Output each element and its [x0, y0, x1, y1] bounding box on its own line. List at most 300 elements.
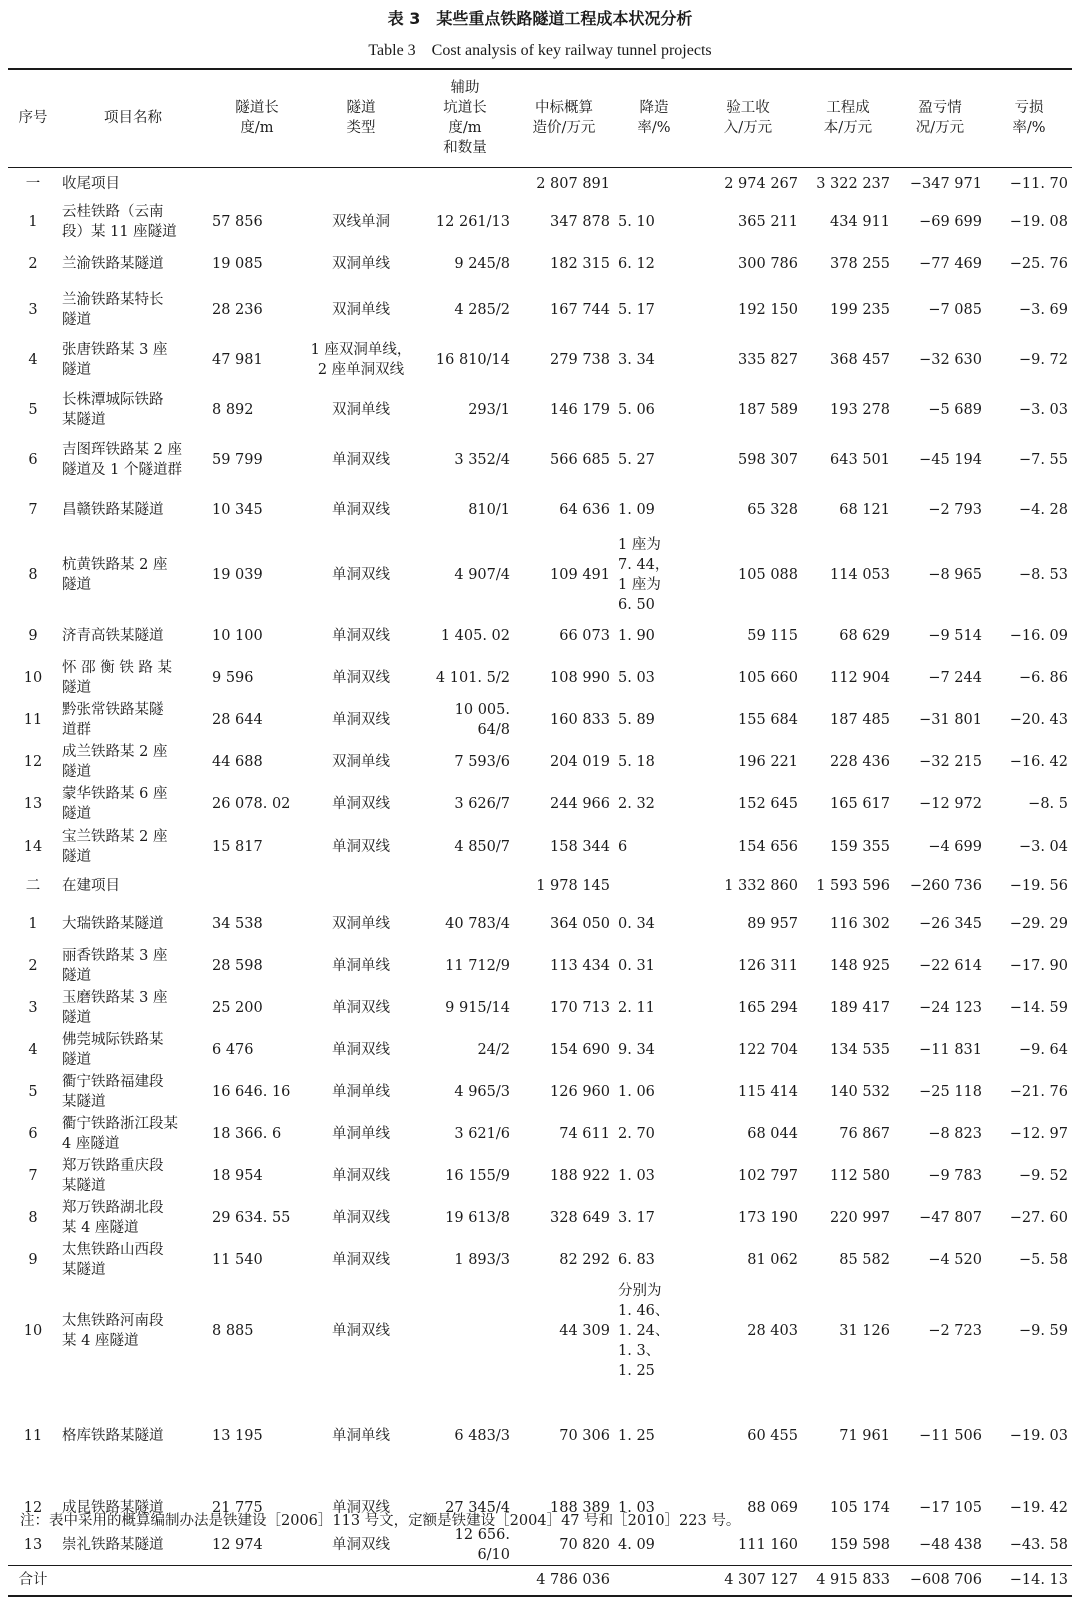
cell-tunnel-length: 57 856 [212, 214, 263, 230]
cell-loss-rate: −8. 5 [1028, 796, 1068, 812]
cell-loss-rate: −16. 42 [1009, 754, 1068, 770]
cell-tunnel-length: 8 885 [212, 1323, 254, 1339]
cell-bid-estimate: 182 315 [550, 256, 610, 272]
cell-tunnel-length: 11 540 [212, 1252, 263, 1268]
cell-acceptance-income: 300 786 [738, 256, 798, 272]
cell-tunnel-type: 单洞双线 [332, 1042, 390, 1058]
cell-loss-rate: −11. 70 [1009, 176, 1068, 193]
cell-bid-estimate: 244 966 [550, 796, 610, 812]
cell-acceptance-income: 122 704 [738, 1042, 798, 1058]
cell-tunnel-type: 双洞单线 [332, 754, 390, 770]
cell-project-name: 玉磨铁路某 3 座 隧道 [62, 990, 168, 1026]
cell-tunnel-length: 6 476 [212, 1042, 254, 1058]
cell-seq: 1 [28, 214, 38, 230]
cell-project-name: 太焦铁路山西段 某隧道 [62, 1242, 164, 1278]
cell-engineering-cost: 4 915 833 [802, 1566, 894, 1596]
cell-acceptance-income: 152 645 [738, 796, 798, 812]
cell-aux-tunnel: 1 405. 02 [440, 628, 510, 644]
cell-loss-rate: −6. 86 [1018, 670, 1068, 686]
cell-acceptance-income: 81 062 [747, 1252, 798, 1268]
cell-bid-estimate: 126 960 [550, 1084, 610, 1100]
cell-project-name: 兰渝铁路某特长 隧道 [62, 292, 164, 328]
cell-profit-loss: −5 689 [928, 402, 982, 418]
cell-aux-tunnel: 4 907/4 [454, 567, 510, 583]
cell-engineering-cost: 148 925 [830, 958, 890, 974]
cell-aux-tunnel: 4 101. 5/2 [435, 670, 510, 686]
cell-tunnel-type: 单洞双线 [332, 1500, 390, 1516]
cell-acceptance-income: 102 797 [738, 1168, 798, 1184]
cell-loss-rate: −7. 55 [1018, 452, 1068, 468]
cell-project-name: 在建项目 [62, 878, 120, 894]
cell-bid-estimate: 1 978 145 [536, 878, 610, 894]
cell-tunnel-length: 16 646. 16 [212, 1084, 291, 1100]
cell-profit-loss: −2 723 [928, 1323, 982, 1339]
cell-project-name [58, 1566, 208, 1596]
cell-bid-estimate: 170 713 [550, 1000, 610, 1016]
cell-tunnel-length: 8 892 [212, 402, 254, 418]
cell-loss-rate: −25. 76 [1009, 256, 1068, 272]
cell-reduction-rate: 1. 90 [618, 628, 655, 644]
cell-tunnel-length: 21 775 [212, 1500, 263, 1516]
cell-bid-estimate: 44 309 [559, 1323, 610, 1339]
cell-project-name: 大瑞铁路某隧道 [62, 916, 164, 932]
cell-aux-tunnel: 3 352/4 [454, 452, 510, 468]
cell-engineering-cost: 228 436 [830, 754, 890, 770]
cell-engineering-cost: 71 961 [839, 1428, 890, 1444]
cell-aux-tunnel: 810/1 [468, 502, 510, 518]
cell-reduction-rate: 2. 70 [618, 1126, 655, 1142]
cell-acceptance-income: 1 332 860 [724, 878, 798, 894]
table-row [8, 335, 1072, 385]
cell-seq: 6 [28, 1126, 38, 1142]
cell-loss-rate: −14. 59 [1009, 1000, 1068, 1016]
cell-loss-rate: −17. 90 [1009, 958, 1068, 974]
table-row [8, 485, 1072, 535]
cell-engineering-cost: 434 911 [830, 214, 890, 230]
cell-acceptance-income: 598 307 [738, 452, 798, 468]
cell-bid-estimate: 158 344 [550, 839, 610, 855]
cell-engineering-cost: 187 485 [830, 712, 890, 728]
cell-profit-loss: −45 194 [919, 452, 982, 468]
cell-aux-tunnel: 6 483/3 [454, 1428, 510, 1444]
cell-seq: 5 [28, 1084, 38, 1100]
cell-project-name: 郑万铁路重庆段 某隧道 [62, 1158, 164, 1194]
cell-profit-loss: −4 520 [928, 1252, 982, 1268]
cell-seq: 11 [23, 712, 43, 728]
cell-tunnel-type [306, 167, 416, 201]
header-bid-estimate: 中标概算 造价/万元 [514, 70, 614, 167]
cell-engineering-cost: 193 278 [830, 402, 890, 418]
cell-loss-rate: −29. 29 [1009, 916, 1068, 932]
cell-loss-rate: −5. 58 [1018, 1252, 1068, 1268]
cell-loss-rate: −19. 56 [1009, 878, 1068, 894]
cell-seq: 8 [28, 567, 38, 583]
cell-bid-estimate: 70 306 [559, 1428, 610, 1444]
cell-seq: 13 [23, 796, 43, 812]
cell-seq: 10 [23, 1323, 43, 1339]
cell-bid-estimate: 364 050 [550, 916, 610, 932]
cell-bid-estimate: 167 744 [550, 302, 610, 318]
cell-acceptance-income: 173 190 [738, 1210, 798, 1226]
cell-profit-loss: −31 801 [919, 712, 982, 728]
cell-tunnel-length: 28 236 [212, 302, 263, 318]
cell-aux-tunnel [416, 1281, 514, 1381]
cell-aux-tunnel: 4 965/3 [454, 1084, 510, 1100]
cell-seq: 5 [28, 402, 38, 418]
cell-bid-estimate: 70 820 [559, 1537, 610, 1553]
cell-tunnel-length: 26 078. 02 [212, 796, 291, 812]
cell-aux-tunnel: 293/1 [468, 402, 510, 418]
cell-bid-estimate: 204 019 [550, 754, 610, 770]
cell-loss-rate: −3. 04 [1018, 839, 1068, 855]
cell-profit-loss: −32 630 [919, 352, 982, 368]
cell-aux-tunnel: 3 621/6 [454, 1126, 510, 1142]
cell-loss-rate: −9. 72 [1018, 352, 1068, 368]
cell-tunnel-type: 单洞单线 [332, 958, 390, 974]
cell-tunnel-length: 18 954 [212, 1168, 263, 1184]
cell-bid-estimate: 109 491 [550, 567, 610, 583]
table-row [8, 1197, 1072, 1239]
cell-reduction-rate: 5. 27 [618, 452, 655, 468]
cell-loss-rate: −21. 76 [1009, 1084, 1068, 1100]
cell-project-name: 崇礼铁路某隧道 [62, 1537, 164, 1553]
cell-reduction-rate: 1. 06 [618, 1084, 655, 1100]
cell-tunnel-type: 单洞单线 [332, 1084, 390, 1100]
cell-reduction-rate: 9. 34 [618, 1042, 655, 1058]
cell-tunnel-type: 双洞单线 [332, 916, 390, 932]
group-row [8, 167, 1072, 201]
cell-profit-loss: −47 807 [919, 1210, 982, 1226]
cell-loss-rate: −9. 52 [1018, 1168, 1068, 1184]
table-body [8, 167, 1072, 1596]
cell-profit-loss: −7 085 [928, 302, 982, 318]
cell-acceptance-income: 4 307 127 [694, 1566, 802, 1596]
cell-bid-estimate: 2 807 891 [536, 176, 610, 193]
table-row [8, 201, 1072, 243]
table-row [8, 285, 1072, 335]
cell-reduction-rate: 5. 10 [618, 214, 655, 230]
cell-tunnel-length: 44 688 [212, 754, 263, 770]
header-loss-rate: 亏损 率/% [986, 70, 1072, 167]
cell-project-name: 丽香铁路某 3 座 隧道 [62, 948, 168, 984]
cell-loss-rate: −9. 64 [1018, 1042, 1068, 1058]
cell-reduction-rate [614, 1566, 694, 1596]
cell-project-name: 吉图珲铁路某 2 座 隧道及 1 个隧道群 [62, 442, 182, 478]
table-row [8, 825, 1072, 869]
cell-acceptance-income: 88 069 [747, 1500, 798, 1516]
cell-bid-estimate: 328 649 [550, 1210, 610, 1226]
cell-profit-loss: −25 118 [919, 1084, 982, 1100]
table-row [8, 1071, 1072, 1113]
cell-profit-loss: −8 965 [928, 567, 982, 583]
table-row [8, 903, 1072, 945]
cell-seq: 9 [28, 628, 38, 644]
cell-bid-estimate: 82 292 [559, 1252, 610, 1268]
cell-seq: 12 [23, 1500, 43, 1516]
cell-profit-loss: −260 736 [909, 878, 982, 894]
cell-aux-tunnel: 16 155/9 [445, 1168, 510, 1184]
cell-reduction-rate: 5. 03 [618, 670, 655, 686]
cell-loss-rate: −43. 58 [1009, 1537, 1068, 1553]
cell-reduction-rate: 0. 34 [618, 916, 655, 932]
cell-loss-rate: −8. 53 [1018, 567, 1068, 583]
cell-reduction-rate: 1. 25 [618, 1428, 655, 1444]
cell-project-name: 成昆铁路某隧道 [62, 1500, 164, 1516]
cell-acceptance-income: 335 827 [738, 352, 798, 368]
cell-loss-rate: −9. 59 [1018, 1323, 1068, 1339]
cell-tunnel-length: 12 974 [212, 1537, 263, 1553]
cell-profit-loss: −8 823 [928, 1126, 982, 1142]
cell-engineering-cost: 68 629 [839, 628, 890, 644]
header-tunnel-length: 隧道长 度/m [208, 70, 306, 167]
cell-profit-loss: −17 105 [919, 1500, 982, 1516]
cell-aux-tunnel [416, 869, 514, 903]
cell-project-name: 昌赣铁路某隧道 [62, 502, 164, 518]
cell-seq: 4 [28, 1042, 38, 1058]
cell-project-name: 长株潭城际铁路 某隧道 [62, 392, 164, 428]
cell-tunnel-length: 28 598 [212, 958, 263, 974]
cell-reduction-rate: 0. 31 [618, 958, 655, 974]
table-row [8, 657, 1072, 699]
cell-loss-rate: −14. 13 [986, 1566, 1072, 1596]
cell-tunnel-type: 单洞双线 [332, 839, 390, 855]
cell-project-name: 蒙华铁路某 6 座 隧道 [62, 786, 168, 822]
cell-acceptance-income: 365 211 [738, 214, 798, 230]
cell-project-name: 佛莞城际铁路某 隧道 [62, 1032, 164, 1068]
cell-engineering-cost: 220 997 [830, 1210, 890, 1226]
cell-aux-tunnel: 19 613/8 [445, 1210, 510, 1226]
cell-tunnel-type: 单洞双线 [332, 1168, 390, 1184]
cell-engineering-cost: 116 302 [830, 916, 890, 932]
cell-tunnel-type [306, 1566, 416, 1596]
cell-reduction-rate [614, 167, 694, 201]
cell-acceptance-income: 165 294 [738, 1000, 798, 1016]
cell-tunnel-length: 28 644 [212, 712, 263, 728]
table-row [8, 243, 1072, 285]
cell-tunnel-type: 单洞单线 [332, 1428, 390, 1444]
cell-engineering-cost: 140 532 [830, 1084, 890, 1100]
cell-tunnel-length: 19 039 [212, 567, 263, 583]
cell-project-name: 济青高铁某隧道 [62, 628, 164, 644]
cell-loss-rate: −3. 03 [1018, 402, 1068, 418]
cell-project-name: 云桂铁路（云南 段）某 11 座隧道 [62, 204, 177, 240]
cell-profit-loss: −32 215 [919, 754, 982, 770]
cell-acceptance-income: 2 974 267 [724, 176, 798, 193]
table-row [8, 945, 1072, 987]
cell-tunnel-type: 单洞双线 [332, 1323, 390, 1339]
cell-acceptance-income: 65 328 [747, 502, 798, 518]
header-tunnel-type: 隧道 类型 [306, 70, 416, 167]
cell-aux-tunnel: 12 656. 6/10 [454, 1527, 510, 1563]
cell-aux-tunnel: 27 345/4 [445, 1500, 510, 1516]
cell-acceptance-income: 68 044 [747, 1126, 798, 1142]
header-engineering-cost: 工程成 本/万元 [802, 70, 894, 167]
table-row [8, 1525, 1072, 1566]
cell-bid-estimate: 108 990 [550, 670, 610, 686]
cell-reduction-rate: 1. 03 [618, 1168, 655, 1184]
cell-seq: 1 [28, 916, 38, 932]
header-acceptance-income: 验工收 入/万元 [694, 70, 802, 167]
cell-profit-loss: −22 614 [919, 958, 982, 974]
cell-seq: 3 [28, 1000, 38, 1016]
cell-seq: 3 [28, 302, 38, 318]
cell-profit-loss: −2 793 [928, 502, 982, 518]
cell-aux-tunnel: 3 626/7 [454, 796, 510, 812]
cell-bid-estimate: 64 636 [559, 502, 610, 518]
cell-tunnel-type: 双洞单线 [332, 302, 390, 318]
table-row [8, 615, 1072, 657]
cell-tunnel-type: 单洞双线 [332, 670, 390, 686]
cell-reduction-rate [614, 869, 694, 903]
table-row [8, 1381, 1072, 1491]
cell-reduction-rate: 2. 32 [618, 796, 655, 812]
cell-tunnel-type: 单洞双线 [332, 712, 390, 728]
cell-project-name: 衢宁铁路浙江段某 4 座隧道 [62, 1116, 178, 1152]
cell-acceptance-income: 111 160 [738, 1537, 798, 1553]
cell-aux-tunnel: 24/2 [477, 1042, 510, 1058]
cell-project-name: 兰渝铁路某隧道 [62, 256, 164, 272]
cell-reduction-rate: 1. 03 [618, 1500, 655, 1516]
cell-bid-estimate: 188 922 [550, 1168, 610, 1184]
cell-tunnel-length: 15 817 [212, 839, 263, 855]
cell-aux-tunnel [416, 1566, 514, 1596]
header-reduction-rate: 降造 率/% [614, 70, 694, 167]
cell-engineering-cost: 368 457 [830, 352, 890, 368]
cell-seq: 7 [28, 1168, 38, 1184]
cell-profit-loss: −26 345 [919, 916, 982, 932]
cell-bid-estimate: 347 878 [550, 214, 610, 230]
cell-engineering-cost: 31 126 [839, 1323, 890, 1339]
cell-acceptance-income: 105 088 [738, 567, 798, 583]
cell-tunnel-length [208, 167, 306, 201]
cell-acceptance-income: 28 403 [747, 1323, 798, 1339]
cell-reduction-rate: 6 [618, 839, 628, 855]
cell-loss-rate: −12. 97 [1009, 1126, 1068, 1142]
cell-reduction-rate: 2. 11 [618, 1000, 655, 1016]
cell-tunnel-type: 单洞单线 [332, 1126, 390, 1142]
cell-project-name: 张唐铁路某 3 座 隧道 [62, 342, 168, 378]
cell-reduction-rate: 5. 89 [618, 712, 655, 728]
cell-profit-loss: −48 438 [919, 1537, 982, 1553]
cell-acceptance-income: 187 589 [738, 402, 798, 418]
cell-aux-tunnel: 16 810/14 [435, 352, 510, 368]
cell-project-name: 衢宁铁路福建段 某隧道 [62, 1074, 164, 1110]
cell-loss-rate: −16. 09 [1009, 628, 1068, 644]
cell-reduction-rate: 4. 09 [618, 1537, 655, 1553]
cell-reduction-rate: 5. 18 [618, 754, 655, 770]
cell-project-name: 宝兰铁路某 2 座 隧道 [62, 829, 168, 865]
cell-seq: 12 [23, 754, 43, 770]
cell-tunnel-length: 34 538 [212, 916, 263, 932]
cell-tunnel-length: 25 200 [212, 1000, 263, 1016]
cell-reduction-rate: 5. 17 [618, 302, 655, 318]
cell-tunnel-type: 单洞双线 [332, 1537, 390, 1553]
cell-acceptance-income: 154 656 [738, 839, 798, 855]
cell-tunnel-length: 59 799 [212, 452, 263, 468]
cell-aux-tunnel: 10 005. 64/8 [454, 702, 510, 738]
header-profit-loss: 盈亏情 况/万元 [894, 70, 986, 167]
cell-engineering-cost: 134 535 [830, 1042, 890, 1058]
cell-acceptance-income: 59 115 [747, 628, 798, 644]
cell-project-name: 怀 邵 衡 铁 路 某 隧道 [62, 660, 173, 696]
cell-engineering-cost: 189 417 [830, 1000, 890, 1016]
cell-profit-loss: −77 469 [919, 256, 982, 272]
cell-tunnel-type: 双洞单线 [332, 402, 390, 418]
cell-tunnel-type: 单洞双线 [332, 567, 390, 583]
cell-seq: 13 [23, 1537, 43, 1553]
cell-project-name: 格库铁路某隧道 [62, 1428, 164, 1444]
table-row [8, 1155, 1072, 1197]
cell-engineering-cost: 199 235 [830, 302, 890, 318]
header-row [8, 70, 1072, 167]
cell-seq: 2 [28, 958, 38, 974]
header-aux-tunnel: 辅助 坑道长 度/m 和数量 [416, 70, 514, 167]
cell-project-name: 太焦铁路河南段 某 4 座隧道 [62, 1313, 164, 1349]
cell-engineering-cost: 105 174 [830, 1500, 890, 1516]
cell-aux-tunnel: 40 783/4 [445, 916, 510, 932]
header-project-name: 项目名称 [58, 70, 208, 167]
table-row [8, 1239, 1072, 1281]
cell-acceptance-income: 105 660 [738, 670, 798, 686]
cell-loss-rate: −4. 28 [1018, 502, 1068, 518]
header-seq: 序号 [8, 70, 58, 167]
table-row [8, 741, 1072, 783]
cell-engineering-cost: 159 598 [830, 1537, 890, 1553]
cell-reduction-rate: 3. 17 [618, 1210, 655, 1226]
cell-seq: 6 [28, 452, 38, 468]
total-row [8, 1566, 1072, 1596]
cell-engineering-cost: 159 355 [830, 839, 890, 855]
cell-tunnel-length: 10 100 [212, 628, 263, 644]
cell-tunnel-type [306, 869, 416, 903]
cell-tunnel-type: 单洞双线 [332, 1000, 390, 1016]
cell-tunnel-type: 单洞双线 [332, 628, 390, 644]
cell-acceptance-income: 60 455 [747, 1428, 798, 1444]
cell-tunnel-length: 10 345 [212, 502, 263, 518]
cell-reduction-rate: 3. 34 [618, 352, 655, 368]
cell-bid-estimate: 279 738 [550, 352, 610, 368]
cell-reduction-rate: 1. 09 [618, 502, 655, 518]
cell-tunnel-length: 19 085 [212, 256, 263, 272]
cell-tunnel-length: 13 195 [212, 1428, 263, 1444]
cell-bid-estimate: 146 179 [550, 402, 610, 418]
cell-engineering-cost: 1 593 596 [816, 878, 890, 894]
cell-bid-estimate: 154 690 [550, 1042, 610, 1058]
cell-loss-rate: −27. 60 [1009, 1210, 1068, 1226]
cell-engineering-cost: 112 580 [830, 1168, 890, 1184]
cell-profit-loss: −347 971 [909, 176, 982, 193]
cell-reduction-rate: 6. 83 [618, 1252, 655, 1268]
cell-engineering-cost: 114 053 [830, 567, 890, 583]
table-row [8, 1281, 1072, 1381]
cell-bid-estimate: 74 611 [559, 1126, 610, 1142]
cell-profit-loss: −11 506 [919, 1428, 982, 1444]
cell-seq: 7 [28, 502, 38, 518]
cell-aux-tunnel [416, 167, 514, 201]
cell-seq: 9 [28, 1252, 38, 1268]
cell-seq: 合计 [8, 1566, 58, 1596]
cell-acceptance-income: 196 221 [738, 754, 798, 770]
cell-tunnel-length: 47 981 [212, 352, 263, 368]
cell-profit-loss: −11 831 [919, 1042, 982, 1058]
cell-bid-estimate: 4 786 036 [514, 1566, 614, 1596]
cell-tunnel-type: 单洞双线 [332, 796, 390, 812]
cell-profit-loss: −608 706 [894, 1566, 986, 1596]
cell-seq: 10 [23, 670, 43, 686]
cell-bid-estimate: 188 389 [550, 1500, 610, 1516]
cell-engineering-cost: 3 322 237 [816, 176, 890, 193]
table-row [8, 699, 1072, 741]
